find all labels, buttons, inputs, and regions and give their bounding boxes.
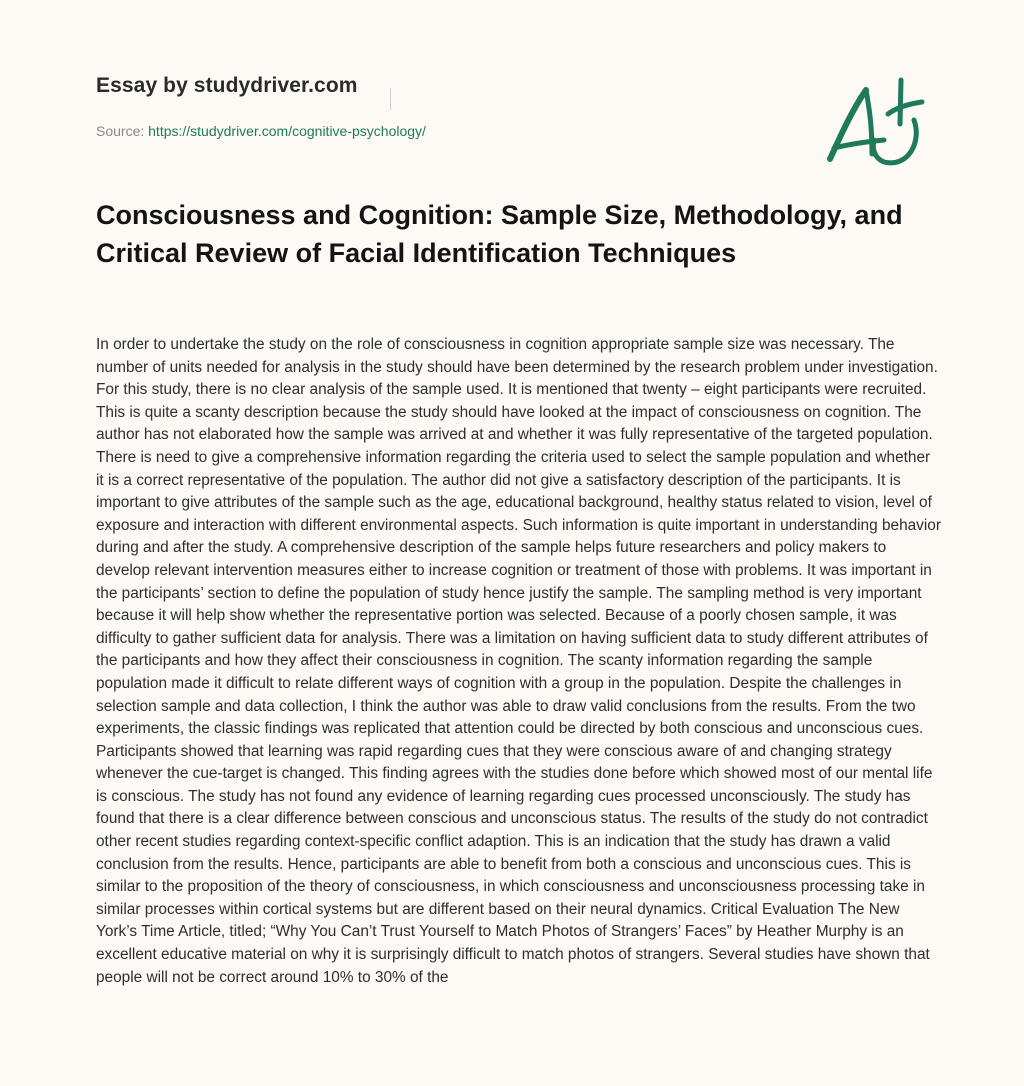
source-link[interactable]: https://studydriver.com/cognitive-psychology/ <box>148 123 426 139</box>
source-line <box>96 123 426 139</box>
source-label: Source: <box>96 123 145 139</box>
text-cursor-mark <box>390 88 391 110</box>
essay-body: In order to undertake the study on the role of consciousness in cognition appropriate sample size was necessary. The number of units needed for analysis in the study should have been determined by the research problem under investigation. For this study, there is no clear analysis of the sample used. It is mentioned that twenty – eight participants were recruited. This is quite a scanty description because the study should have looked at the impact of consciousness on cognition. The author has not elaborated how the sample was arrived at and whether it was fully representative of the targeted population. There is need to give a comprehensive information regarding the criteria used to select the sample population and whether it is a correct representative of the population. The author did not give a satisfactory description of the participants. It is important to give attributes of the sample such as the age, educational background, healthy status related to vision, level of exposure and interaction with different environmental aspects. Such information is quite important in understanding behavior during and after the study. A comprehensive description of the sample helps future researchers and policy makers to develop relevant intervention measures either to increase cognition or treatment of those with problems. It was important in the participants’ section to define the population of study hence justify the sample. The sampling method is very important because it will help show whether the representative portion was selected. Because of a poorly chosen sample, it was difficulty to gather sufficient data for analysis. There was a limitation on having sufficient data to study different attributes of the participants and how they affect their consciousness in cognition. The scanty information regarding the sample population made it difficult to relate different ways of cognition with a group in the population. Despite the challenges in selection sample and data collection, I think the author was able to draw valid conclusions from the results. From the two experiments, the classic findings was replicated that attention could be directed by both conscious and unconscious cues. Participants showed that learning was rapid regarding cues that they were conscious aware of and changing strategy whenever the cue-target is changed. This finding agrees with the studies done before which showed most of our mental life is conscious. The study has not found any evidence of learning regarding cues processed unconsciously. The study has found that there is a clear difference between conscious and unconscious status. The results of the study do not contradict other recent studies regarding context-specific conflict adaption. This is an indication that the study has drawn a valid conclusion from the results. Hence, participants are able to benefit from both a conscious and unconscious cues. This is similar to the proposition of the theory of consciousness, in which consciousness and unconsciousness processing take in similar processes within cortical systems but are different based on their neural dynamics. Critical Evaluation The New York’s Time Article, titled; “Why You Can’t Trust Yourself to Match Photos of Strangers’ Faces” by Heather Murphy is an excellent educative material on why it is surprisingly difficult to match photos of strangers. Several studies have shown that people will not be correct around 10% to 30% of the <box>96 336 941 986</box>
a-plus-grade-icon <box>822 62 932 167</box>
site-brand: Essay by studydriver.com <box>96 74 358 97</box>
essay-title: Consciousness and Cognition: Sample Size, Methodology, and Critical Review of Facial Identification Techniques <box>96 200 903 268</box>
